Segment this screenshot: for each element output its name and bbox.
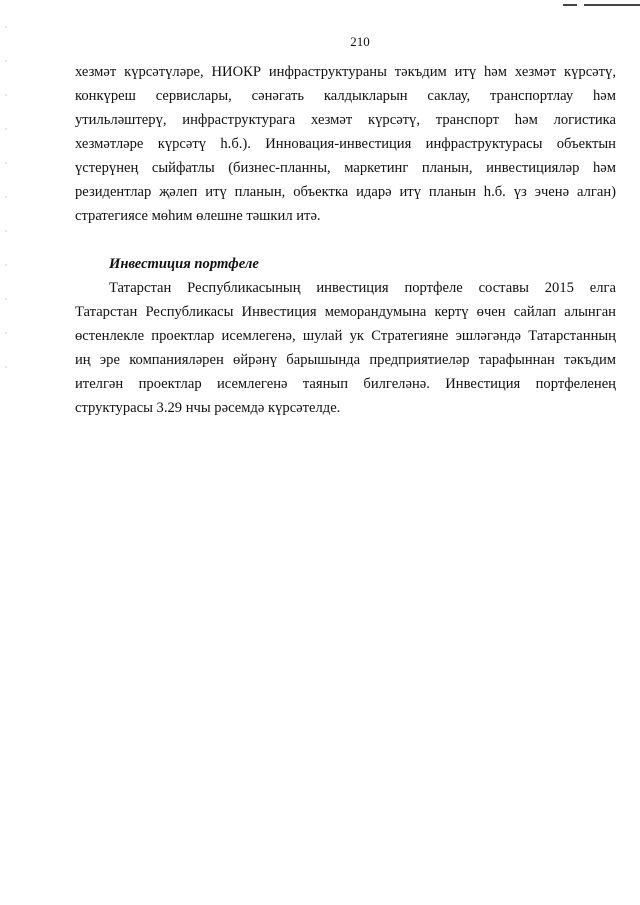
text-line: резидентлар җәлеп итү планын, объектка идарә итү планын һ.б. үз эченә алган) <box>75 184 616 200</box>
section-heading: Инвестиция портфеле <box>109 256 259 272</box>
text-line: утильләштерү, инфраструктурага хезмәт күрсәтү, транспорт һәм логистика <box>75 112 616 128</box>
scan-edge-mark <box>584 4 640 6</box>
text-line: хезмәтләре күрсәтү һ.б.). Инновация-инвестиция инфраструктурасы объектын <box>75 136 616 152</box>
text-line: Татарстан Республикасының инвестиция портфеле составы 2015 елга <box>109 280 616 296</box>
text-line: Татарстан Республикасы Инвестиция меморандумына кертү өчен сайлап алынган <box>75 304 616 320</box>
scan-margin-dots <box>5 10 7 370</box>
text-line: ителгән проектлар исемлегенә таянып билгеләнә. Инвестиция портфеленең <box>75 376 616 392</box>
text-line: хезмәт күрсәтүләре, НИОКР инфраструктураны тәкъдим итү һәм хезмәт күрсәтү, <box>75 64 616 80</box>
paragraph-continuation <box>75 60 616 228</box>
scan-edge-mark <box>563 4 577 6</box>
page-number: 210 <box>350 34 370 49</box>
text-line: структурасы 3.29 нчы рәсемдә күрсәтелде. <box>75 400 341 416</box>
text-line: иң эре компанияләрен өйрәнү барышында предприятиеләр тарафыннан тәкъдим <box>75 352 616 368</box>
document-body <box>75 60 616 420</box>
text-line: конкүреш сервислары, сәнәгать калдыкларын саклау, транспортлау һәм <box>75 88 616 104</box>
text-line: өстенлекле проектлар исемлегенә, шулай ук Стратегияне эшләгәндә Татарстанның <box>75 328 616 344</box>
text-line: стратегиясе мөһим өлешне тәшкил итә. <box>75 208 321 224</box>
paragraph-investment-portfolio <box>75 276 616 420</box>
text-line: үстерүнең сыйфатлы (бизнес-планны, маркетинг планын, инвестицияләр һәм <box>75 160 616 176</box>
